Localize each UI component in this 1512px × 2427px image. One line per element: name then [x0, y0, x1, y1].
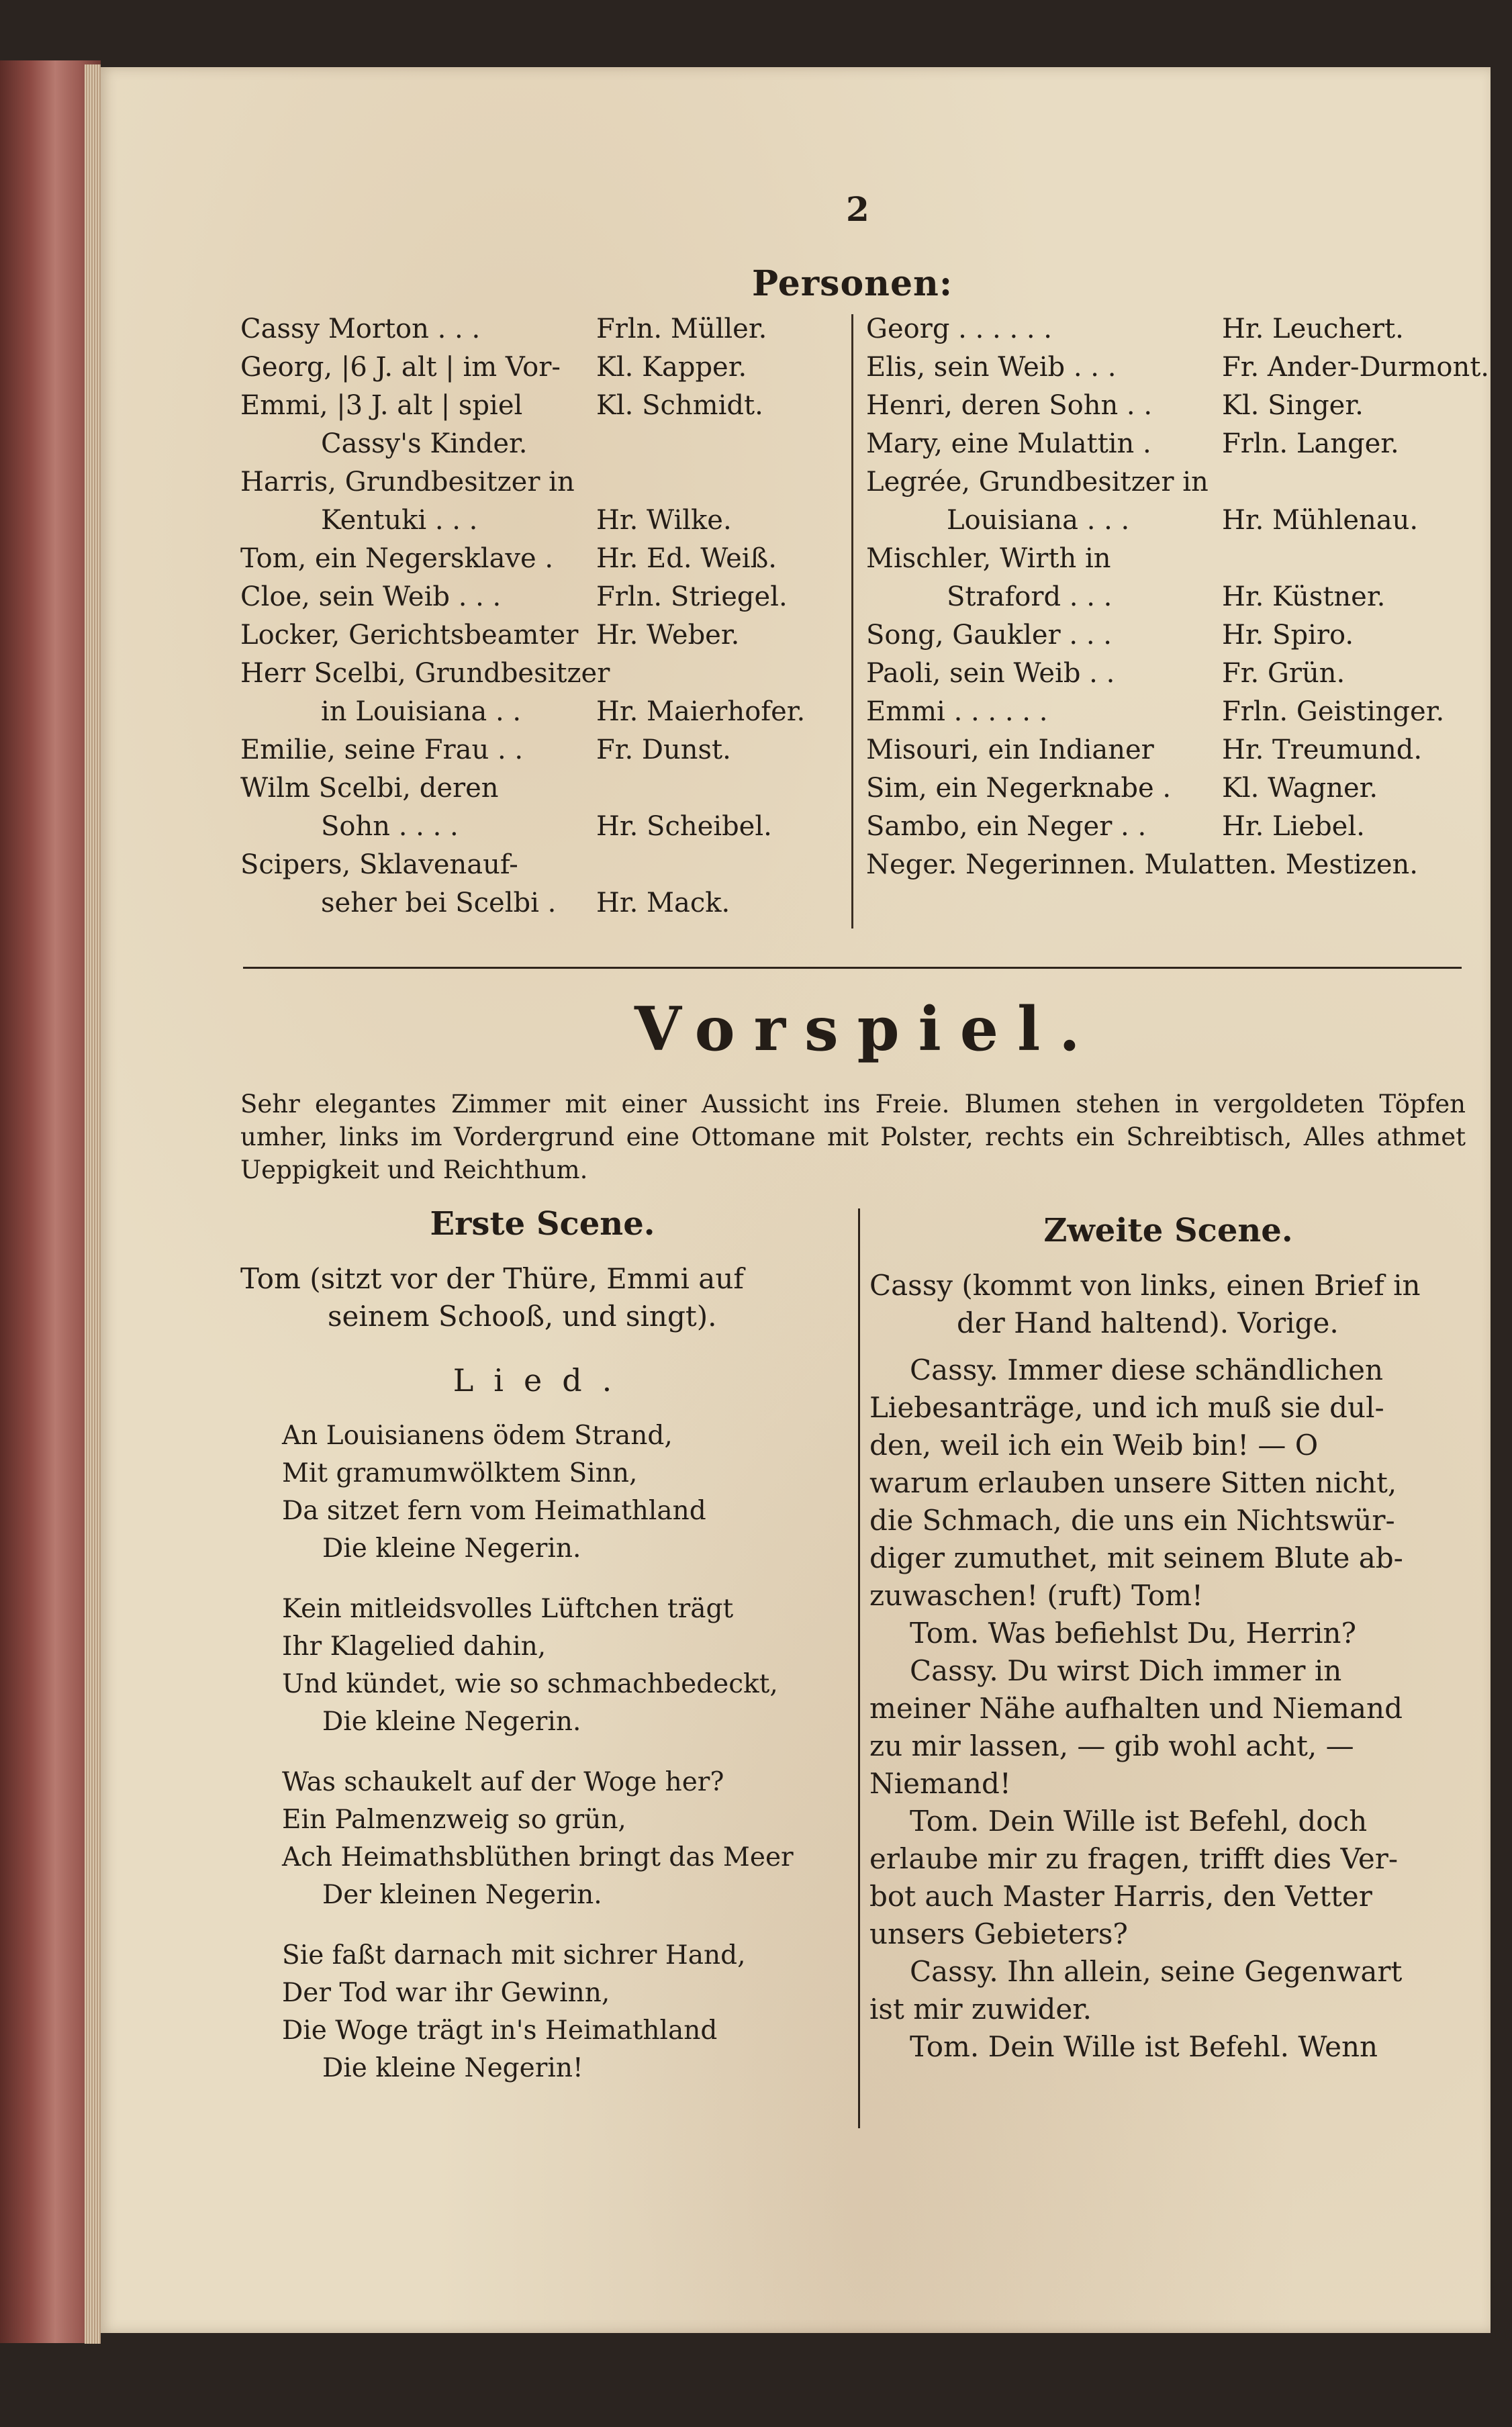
cast-entry: [240, 693, 851, 731]
verse-line: Mit gramumwölktem Sinn,: [282, 1458, 638, 1488]
cast-role: Sambo, ein Neger . .: [866, 811, 1147, 842]
page-number: 2: [846, 189, 869, 229]
cast-list-right: [866, 310, 1489, 884]
dialogue-line: erlaube mir zu fragen, trifft dies Ver-: [869, 1842, 1399, 1875]
verse-line: Ein Palmenzweig so grün,: [282, 1805, 626, 1835]
lied-heading: Lied.: [453, 1362, 632, 1398]
personen-heading: Personen:: [752, 263, 953, 304]
dialogue-line: warum erlauben unsere Sitten nicht,: [869, 1466, 1397, 1499]
cast-entry: [866, 463, 1484, 502]
cast-role: Mischler, Wirth in: [866, 543, 1111, 574]
cast-actor: Fr. Ander-Durmont.: [1222, 352, 1489, 383]
verse-line: Da sitzet fern vom Heimathland: [282, 1496, 706, 1526]
cast-actor: Frln. Geistinger.: [1222, 696, 1445, 727]
verse-line: Die kleine Negerin.: [322, 1707, 581, 1737]
scene2-heading: Zweite Scene.: [1043, 1212, 1293, 1249]
cast-entry: [866, 769, 1484, 808]
scene1-stage-direction: [240, 1260, 845, 1335]
verse-line: Was schaukelt auf der Woge her?: [282, 1767, 724, 1797]
cast-actor: Hr. Spiro.: [1222, 620, 1354, 651]
cast-list-left: [240, 310, 851, 922]
cast-actor: Hr. Küstner.: [1222, 581, 1386, 612]
setting-description: Sehr elegantes Zimmer mit einer Aussicht ins Freie. Blumen stehen in vergoldeten Töpfen umher, links im Vordergrund eine Ottomane mit Polster, rechts ein Schreibtisch, Alles athmet Ueppigkeit und Reichthum.: [240, 1090, 1466, 1184]
cast-entry: [866, 425, 1484, 463]
cast-role: Louisiana . . .: [947, 505, 1130, 536]
cast-actor: Hr. Mack.: [596, 888, 730, 918]
cast-role: Sohn . . . .: [321, 811, 459, 842]
cast-entry: [240, 846, 851, 884]
cast-role: seher bei Scelbi .: [321, 888, 557, 918]
cast-role: Georg . . . . . .: [866, 314, 1053, 344]
cast-role: Emilie, seine Frau . .: [240, 734, 524, 765]
section-rule: [243, 967, 1462, 969]
cast-entry: [240, 348, 851, 387]
cast-actor: Kl. Schmidt.: [596, 390, 763, 421]
cast-role: Cassy's Kinder.: [321, 428, 528, 459]
dialogue-line: den, weil ich ein Weib bin! — O: [869, 1429, 1319, 1462]
cast-entry: [866, 502, 1484, 540]
cast-actor: Frln. Müller.: [596, 314, 767, 344]
stage-line: der Hand haltend). Vorige.: [957, 1306, 1339, 1339]
verse-line: Die kleine Negerin.: [322, 1533, 581, 1564]
scene2-stage-direction: [869, 1267, 1467, 1342]
song-stanza: [240, 1590, 845, 1741]
cast-actor: Hr. Maierhofer.: [596, 696, 806, 727]
verse-line: Kein mitleidsvolles Lüftchen trägt: [282, 1594, 734, 1624]
cast-entry: [240, 808, 851, 846]
verse-line: Die kleine Negerin!: [322, 2053, 583, 2083]
cast-entry: [866, 616, 1484, 655]
verse-line: Ach Heimathsblüthen bringt das Meer: [282, 1842, 794, 1872]
scene1-column: [240, 1205, 845, 2110]
song-stanza: [240, 1937, 845, 2087]
cast-entry: [866, 348, 1489, 387]
cast-entry: [866, 846, 1484, 884]
scene-column-divider: [858, 1208, 860, 2128]
song-stanza: [240, 1764, 845, 1914]
cast-role: Misouri, ein Indianer: [866, 734, 1154, 765]
dialogue-line: ist mir zuwider.: [869, 1993, 1092, 2026]
cast-actor: Frln. Striegel.: [596, 581, 788, 612]
vorspiel-title: Vorspiel.: [634, 994, 1099, 1065]
cast-role: Wilm Scelbi, deren: [240, 773, 499, 804]
cast-entry: [240, 578, 851, 616]
cast-role: Georg, |6 J. alt | im Vor-: [240, 352, 561, 383]
dialogue-line: Cassy. Du wirst Dich immer in: [910, 1654, 1342, 1687]
cast-actor: Hr. Scheibel.: [596, 811, 772, 842]
dialogue-line: Tom. Dein Wille ist Befehl, doch: [910, 1805, 1368, 1838]
cast-role: Elis, sein Weib . . .: [866, 352, 1117, 383]
cast-entry: [240, 540, 851, 578]
cast-entry: [866, 731, 1484, 769]
scene2-dialogue: [869, 1351, 1467, 2066]
dialogue-line: bot auch Master Harris, den Vetter: [869, 1880, 1372, 1913]
cast-actor: Hr. Mühlenau.: [1222, 505, 1419, 536]
dialogue-paragraph: [869, 1953, 1467, 2028]
cast-entry: [240, 502, 851, 540]
cast-role: Harris, Grundbesitzer in: [240, 467, 575, 497]
cast-role: Emmi . . . . . .: [866, 696, 1048, 727]
cast-entry: [866, 808, 1484, 846]
cast-entry: [240, 769, 851, 808]
cast-role: Straford . . .: [947, 581, 1113, 612]
cast-actor: Hr. Leuchert.: [1222, 314, 1404, 344]
cast-actor: Kl. Singer.: [1222, 390, 1364, 421]
stage-line: Tom (sitzt vor der Thüre, Emmi auf: [240, 1262, 744, 1295]
cast-role: Emmi, |3 J. alt | spiel: [240, 390, 523, 421]
cast-actor: Fr. Grün.: [1222, 658, 1345, 689]
scene1-heading: Erste Scene.: [430, 1205, 655, 1243]
cast-role: Locker, Gerichtsbeamter: [240, 620, 579, 651]
dialogue-line: zuwaschen! (ruft) Tom!: [869, 1579, 1203, 1612]
dialogue-line: unsers Gebieters?: [869, 1917, 1128, 1950]
cast-role: Legrée, Grundbesitzer in: [866, 467, 1209, 497]
cast-role: Song, Gaukler . . .: [866, 620, 1112, 651]
cast-entry: [240, 310, 851, 348]
cast-actor: Hr. Ed. Weiß.: [596, 543, 777, 574]
cast-entry: [240, 425, 851, 463]
verse-line: Sie faßt darnach mit sichrer Hand,: [282, 1940, 746, 1970]
cast-column-divider: [851, 314, 853, 929]
dialogue-line: Liebesanträge, und ich muß sie dul-: [869, 1391, 1384, 1424]
cast-entry: [866, 310, 1484, 348]
cast-role: Henri, deren Sohn . .: [866, 390, 1153, 421]
dialogue-paragraph: [869, 1351, 1467, 1615]
cast-actor: Hr. Wilke.: [596, 505, 732, 536]
verse-line: Und kündet, wie so schmachbedeckt,: [282, 1669, 778, 1699]
cast-role: Cassy Morton . . .: [240, 314, 481, 344]
cast-role: Sim, ein Negerknabe .: [866, 773, 1172, 804]
cast-role: in Louisiana . .: [321, 696, 522, 727]
cast-entry: [240, 616, 851, 655]
verse-line: Ihr Klagelied dahin,: [282, 1631, 547, 1662]
cast-actor: Hr. Weber.: [596, 620, 740, 651]
cast-entry: [866, 387, 1484, 425]
dialogue-line: meiner Nähe aufhalten und Niemand: [869, 1692, 1403, 1725]
dialogue-line: Niemand!: [869, 1767, 1011, 1800]
cast-entry: [240, 655, 851, 693]
cast-entry: [866, 693, 1484, 731]
cast-actor: Fr. Dunst.: [596, 734, 731, 765]
page-edges: [85, 64, 101, 2344]
dialogue-paragraph: [869, 2028, 1467, 2066]
cast-role: Mary, eine Mulattin .: [866, 428, 1151, 459]
verse-line: An Louisianens ödem Strand,: [282, 1421, 673, 1451]
cast-actor: Hr. Treumund.: [1222, 734, 1423, 765]
dialogue-line: diger zumuthet, mit seinem Blute ab-: [869, 1541, 1403, 1574]
cast-entry: [240, 731, 851, 769]
cast-role: Neger. Negerinnen. Mulatten. Mestizen.: [866, 849, 1418, 880]
scene2-column: [869, 1212, 1467, 2066]
cast-entry: [240, 387, 851, 425]
cast-actor: Kl. Wagner.: [1222, 773, 1378, 804]
dialogue-line: Tom. Was befiehlst Du, Herrin?: [910, 1617, 1356, 1650]
cast-actor: Kl. Kapper.: [596, 352, 747, 383]
dialogue-paragraph: [869, 1615, 1467, 1652]
stage-line: Cassy (kommt von links, einen Brief in: [869, 1269, 1421, 1302]
dialogue-line: zu mir lassen, — gib wohl acht, —: [869, 1729, 1354, 1762]
verse-line: Der Tod war ihr Gewinn,: [282, 1978, 610, 2008]
cast-entry: [866, 655, 1484, 693]
cast-role: Scipers, Sklavenauf-: [240, 849, 518, 880]
cast-actor: Hr. Liebel.: [1222, 811, 1365, 842]
cast-entry: [866, 540, 1484, 578]
cast-entry: [866, 578, 1484, 616]
dialogue-line: die Schmach, die uns ein Nichtswür-: [869, 1504, 1395, 1537]
song-stanzas: [240, 1417, 845, 2087]
stage-line: seinem Schooß, und singt).: [328, 1300, 717, 1333]
cast-role: Cloe, sein Weib . . .: [240, 581, 502, 612]
verse-line: Der kleinen Negerin.: [322, 1880, 602, 1910]
dialogue-paragraph: [869, 1803, 1467, 1953]
dialogue-line: Tom. Dein Wille ist Befehl. Wenn: [910, 2030, 1378, 2063]
cast-actor: Frln. Langer.: [1222, 428, 1399, 459]
dialogue-paragraph: [869, 1652, 1467, 1803]
cast-role: Herr Scelbi, Grundbesitzer: [240, 658, 610, 689]
cast-entry: [240, 884, 851, 922]
cast-role: Tom, ein Negersklave .: [240, 543, 554, 574]
verse-line: Die Woge trägt in's Heimathland: [282, 2015, 718, 2046]
cast-role: Paoli, sein Weib . .: [866, 658, 1115, 689]
cast-role: Kentuki . . .: [321, 505, 478, 536]
dialogue-line: Cassy. Ihn allein, seine Gegenwart: [910, 1955, 1403, 1988]
dialogue-line: Cassy. Immer diese schändlichen: [910, 1353, 1384, 1386]
song-stanza: [240, 1417, 845, 1568]
cast-entry: [240, 463, 851, 502]
